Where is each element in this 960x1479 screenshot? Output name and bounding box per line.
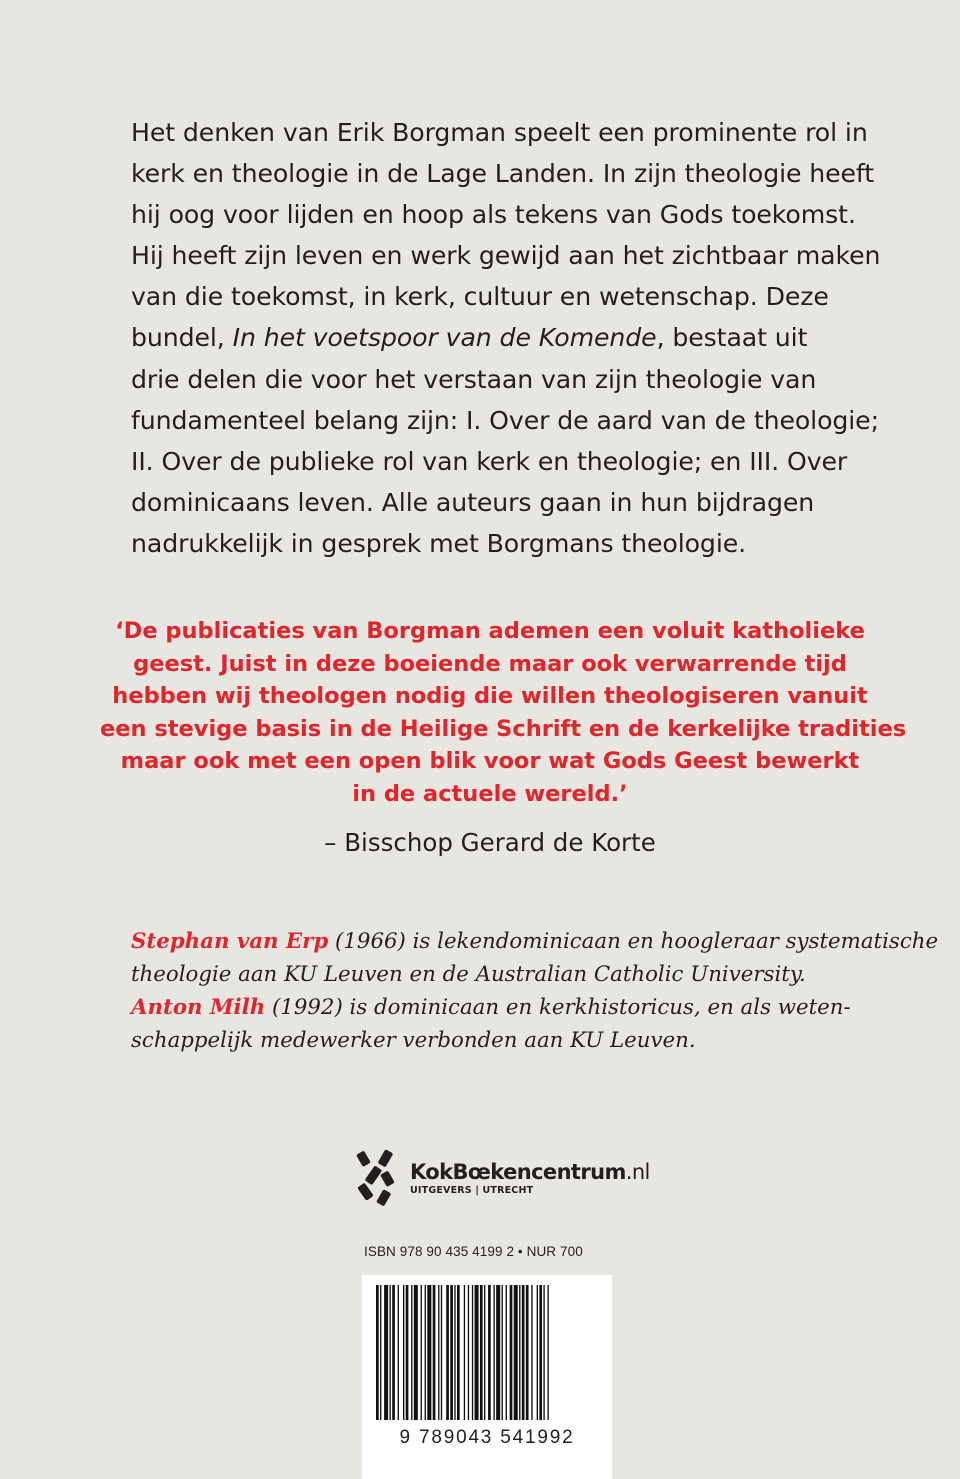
- barcode-bar: [457, 1285, 460, 1420]
- barcode-bar: [493, 1285, 494, 1420]
- blurb-line: van die toekomst, in kerk, cultuur en wetenschap. Deze: [131, 282, 829, 312]
- barcode-bar: [506, 1285, 507, 1420]
- bio-text: (1966) is lekendominicaan en hoogleraar systematische: [328, 929, 939, 954]
- author-name: Anton Milh: [131, 995, 266, 1020]
- quote-line: geest. Juist in deze boeiende maar ook verwarrende tijd: [133, 650, 847, 677]
- bio-line: [131, 925, 939, 958]
- barcode-bar: [480, 1285, 483, 1420]
- publisher-wordmark: [410, 1160, 650, 1197]
- barcode-bar: [539, 1285, 542, 1420]
- barcode-bar: [531, 1285, 532, 1420]
- blurb-line: Het denken van Erik Borgman speelt een prominente rol in: [131, 118, 868, 147]
- author-bios: [131, 925, 939, 1057]
- barcode-bar: [484, 1285, 485, 1420]
- book-title: In het voetspoor van de Komende: [232, 323, 657, 353]
- barcode-bar: [438, 1285, 439, 1420]
- publisher-logo: [355, 1148, 650, 1208]
- publisher-name-text: KokBœkencentrum: [410, 1159, 626, 1184]
- barcode-bar: [537, 1285, 538, 1420]
- barcode-bar: [414, 1285, 418, 1420]
- barcode-bar: [421, 1285, 422, 1420]
- barcode-bar: [510, 1285, 513, 1420]
- barcode-bar: [446, 1285, 449, 1420]
- publisher-name: [410, 1160, 650, 1184]
- barcode-bar: [526, 1285, 529, 1420]
- barcode-bar: [406, 1285, 409, 1420]
- blurb-text: , bestaat uit: [656, 323, 808, 353]
- barcode-bar: [411, 1285, 412, 1420]
- barcode-bar: [543, 1285, 544, 1420]
- blurb-line: drie delen die voor het verstaan van zijn theologie van: [131, 364, 817, 394]
- barcode-bar: [398, 1285, 399, 1420]
- blurb-line: nadrukkelijk in gesprek met Borgmans theologie.: [131, 528, 747, 558]
- bio-line: schappelijk medewerker verbonden aan KU Leuven.: [131, 1028, 696, 1053]
- publisher-tld: .nl: [625, 1159, 650, 1184]
- barcode-bar: [468, 1285, 469, 1420]
- barcode-bar: [384, 1285, 388, 1420]
- author-name: Stephan van Erp: [131, 929, 329, 954]
- barcode-bar: [403, 1285, 404, 1420]
- barcode-bar: [547, 1285, 548, 1420]
- barcode-bar: [496, 1285, 500, 1420]
- barcode-bar: [427, 1285, 431, 1420]
- quote-attribution: – Bisschop Gerard de Korte: [324, 828, 656, 857]
- blurb-text: bundel,: [131, 323, 233, 353]
- isbn-nur: ISBN 978 90 435 4199 2 • NUR 700: [364, 1244, 583, 1259]
- back-cover-blurb: [131, 112, 881, 564]
- blurb-line: kerk en theologie in de Lage Landen. In zijn theologie heeft: [131, 159, 875, 189]
- bio-text: (1992) is dominicaan en kerkhistoricus, en als weten-: [265, 995, 851, 1020]
- publisher-subline: UITGEVERS | UTRECHT: [410, 1184, 534, 1196]
- barcode-bar: [472, 1285, 473, 1420]
- quote-line: een stevige basis in de Heilige Schrift en de kerkelijke tradities: [100, 715, 907, 742]
- bio-line: theologie aan KU Leuven en de Australian Catholic University.: [131, 962, 806, 987]
- barcode: [362, 1275, 612, 1479]
- endorsement-quote: [100, 615, 907, 810]
- barcode-bar: [390, 1285, 391, 1420]
- quote-line: maar ook met een open blik voor wat Gods Geest bewerkt: [120, 748, 860, 774]
- blurb-line: hij oog voor lijden en hoop als tekens van Gods toekomst.: [131, 200, 856, 230]
- blurb-line: fundamenteel belang zijn: I. Over de aard van de theologie;: [131, 405, 879, 435]
- barcode-bar: [433, 1285, 436, 1420]
- barcode-bar: [425, 1285, 426, 1420]
- barcode-bar: [475, 1285, 479, 1420]
- quote-line: ‘De publicaties van Borgman ademen een voluit katholieke: [115, 618, 865, 644]
- barcode-bar: [464, 1285, 465, 1420]
- blurb-line: [131, 317, 851, 358]
- blurb-line: II. Over de publieke rol van kerk en theologie; en III. Over: [131, 446, 848, 476]
- barcode-bar: [502, 1285, 503, 1420]
- barcode-bars: [376, 1285, 598, 1420]
- blurb-line: Hij heeft zijn leven en werk gewijd aan het zichtbaar maken: [131, 241, 881, 271]
- barcode-bar: [522, 1285, 525, 1420]
- barcode-bar: [519, 1285, 520, 1420]
- quote-line: in de actuele wereld.’: [352, 780, 628, 807]
- barcode-bar: [392, 1285, 395, 1420]
- blurb-line: dominicaans leven. Alle auteurs gaan in hun bijdragen: [131, 487, 815, 517]
- barcode-bar: [514, 1285, 518, 1420]
- barcode-bar: [450, 1285, 453, 1420]
- bio-line: [131, 991, 851, 1024]
- barcode-bar: [380, 1285, 381, 1420]
- barcode-digits: 9 789043 541992: [399, 1427, 575, 1448]
- barcode-bar: [454, 1285, 455, 1420]
- barcode-bar: [376, 1285, 379, 1420]
- kokboekencentrum-logo-icon: [355, 1148, 401, 1208]
- quote-line: hebben wij theologen nodig die willen theologiseren vanuit: [112, 683, 868, 709]
- barcode-bar: [488, 1285, 491, 1420]
- barcode-bar: [441, 1285, 442, 1420]
